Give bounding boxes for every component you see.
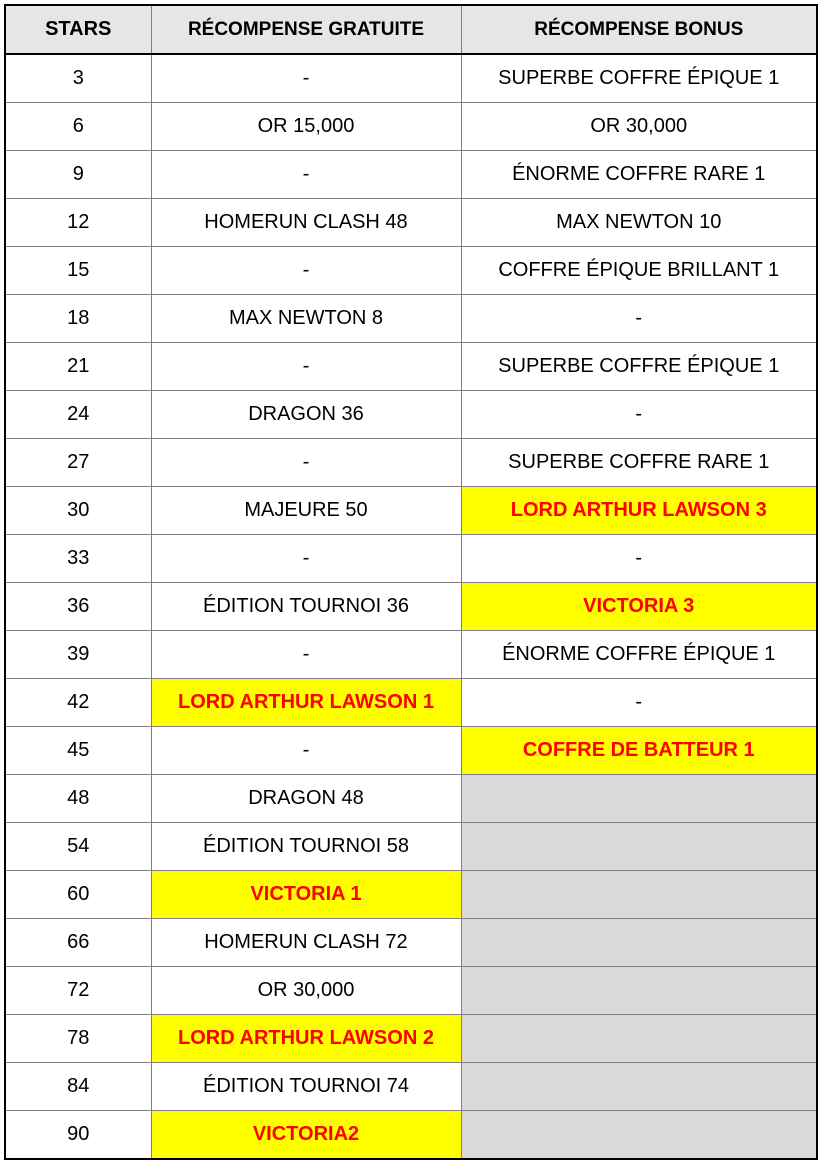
free-reward-cell: HOMERUN CLASH 72: [151, 919, 461, 967]
stars-cell: 72: [5, 967, 151, 1015]
free-reward-cell: HOMERUN CLASH 48: [151, 199, 461, 247]
table-row: [5, 439, 817, 487]
free-reward-cell: -: [151, 631, 461, 679]
free-reward-cell: VICTORIA 1: [151, 871, 461, 919]
bonus-reward-cell: -: [461, 295, 817, 343]
table-row: [5, 919, 817, 967]
stars-cell: 21: [5, 343, 151, 391]
table-row: [5, 343, 817, 391]
bonus-reward-empty-cell: [461, 1015, 817, 1063]
table-row: [5, 727, 817, 775]
free-reward-cell: -: [151, 535, 461, 583]
free-reward-cell: MAX NEWTON 8: [151, 295, 461, 343]
header-stars: STARS: [5, 5, 151, 54]
stars-cell: 30: [5, 487, 151, 535]
table-row: [5, 1015, 817, 1063]
bonus-reward-cell: ÉNORME COFFRE ÉPIQUE 1: [461, 631, 817, 679]
bonus-reward-cell: SUPERBE COFFRE RARE 1: [461, 439, 817, 487]
bonus-reward-cell: -: [461, 679, 817, 727]
bonus-reward-cell: ÉNORME COFFRE RARE 1: [461, 151, 817, 199]
free-reward-cell: -: [151, 247, 461, 295]
bonus-reward-empty-cell: [461, 823, 817, 871]
header-free-reward: RÉCOMPENSE GRATUITE: [151, 5, 461, 54]
free-reward-cell: MAJEURE 50: [151, 487, 461, 535]
stars-cell: 78: [5, 1015, 151, 1063]
bonus-reward-empty-cell: [461, 1111, 817, 1160]
table-body: [5, 54, 817, 1159]
stars-cell: 33: [5, 535, 151, 583]
stars-cell: 84: [5, 1063, 151, 1111]
free-reward-cell: -: [151, 727, 461, 775]
free-reward-cell: DRAGON 36: [151, 391, 461, 439]
bonus-reward-empty-cell: [461, 1063, 817, 1111]
stars-cell: 66: [5, 919, 151, 967]
stars-cell: 24: [5, 391, 151, 439]
free-reward-cell: OR 30,000: [151, 967, 461, 1015]
bonus-reward-cell: SUPERBE COFFRE ÉPIQUE 1: [461, 343, 817, 391]
bonus-reward-cell: LORD ARTHUR LAWSON 3: [461, 487, 817, 535]
table-row: [5, 1111, 817, 1160]
free-reward-cell: ÉDITION TOURNOI 58: [151, 823, 461, 871]
stars-cell: 48: [5, 775, 151, 823]
bonus-reward-empty-cell: [461, 871, 817, 919]
bonus-reward-empty-cell: [461, 967, 817, 1015]
free-reward-cell: VICTORIA2: [151, 1111, 461, 1160]
bonus-reward-cell: COFFRE DE BATTEUR 1: [461, 727, 817, 775]
table-row: [5, 967, 817, 1015]
stars-cell: 18: [5, 295, 151, 343]
table-row: [5, 1063, 817, 1111]
free-reward-cell: LORD ARTHUR LAWSON 1: [151, 679, 461, 727]
bonus-reward-cell: COFFRE ÉPIQUE BRILLANT 1: [461, 247, 817, 295]
stars-cell: 90: [5, 1111, 151, 1160]
table-row: [5, 295, 817, 343]
free-reward-cell: ÉDITION TOURNOI 74: [151, 1063, 461, 1111]
rewards-table-container: [4, 4, 818, 1160]
table-row: [5, 54, 817, 103]
table-row: [5, 823, 817, 871]
header-bonus-reward: RÉCOMPENSE BONUS: [461, 5, 817, 54]
bonus-reward-cell: SUPERBE COFFRE ÉPIQUE 1: [461, 54, 817, 103]
bonus-reward-cell: OR 30,000: [461, 103, 817, 151]
table-row: [5, 151, 817, 199]
table-row: [5, 391, 817, 439]
bonus-reward-cell: MAX NEWTON 10: [461, 199, 817, 247]
stars-cell: 60: [5, 871, 151, 919]
stars-cell: 36: [5, 583, 151, 631]
table-row: [5, 583, 817, 631]
free-reward-cell: OR 15,000: [151, 103, 461, 151]
table-row: [5, 631, 817, 679]
bonus-reward-cell: -: [461, 535, 817, 583]
table-row: [5, 487, 817, 535]
stars-cell: 12: [5, 199, 151, 247]
stars-cell: 54: [5, 823, 151, 871]
stars-cell: 42: [5, 679, 151, 727]
stars-cell: 3: [5, 54, 151, 103]
rewards-table: [4, 4, 818, 1160]
bonus-reward-empty-cell: [461, 775, 817, 823]
table-row: [5, 199, 817, 247]
stars-cell: 9: [5, 151, 151, 199]
table-row: [5, 247, 817, 295]
bonus-reward-cell: VICTORIA 3: [461, 583, 817, 631]
stars-cell: 27: [5, 439, 151, 487]
table-row: [5, 871, 817, 919]
table-row: [5, 775, 817, 823]
free-reward-cell: DRAGON 48: [151, 775, 461, 823]
table-row: [5, 679, 817, 727]
free-reward-cell: LORD ARTHUR LAWSON 2: [151, 1015, 461, 1063]
free-reward-cell: ÉDITION TOURNOI 36: [151, 583, 461, 631]
stars-cell: 15: [5, 247, 151, 295]
bonus-reward-empty-cell: [461, 919, 817, 967]
free-reward-cell: -: [151, 343, 461, 391]
header-row: [5, 5, 817, 54]
free-reward-cell: -: [151, 151, 461, 199]
stars-cell: 6: [5, 103, 151, 151]
free-reward-cell: -: [151, 439, 461, 487]
table-row: [5, 103, 817, 151]
free-reward-cell: -: [151, 54, 461, 103]
stars-cell: 39: [5, 631, 151, 679]
bonus-reward-cell: -: [461, 391, 817, 439]
stars-cell: 45: [5, 727, 151, 775]
table-row: [5, 535, 817, 583]
